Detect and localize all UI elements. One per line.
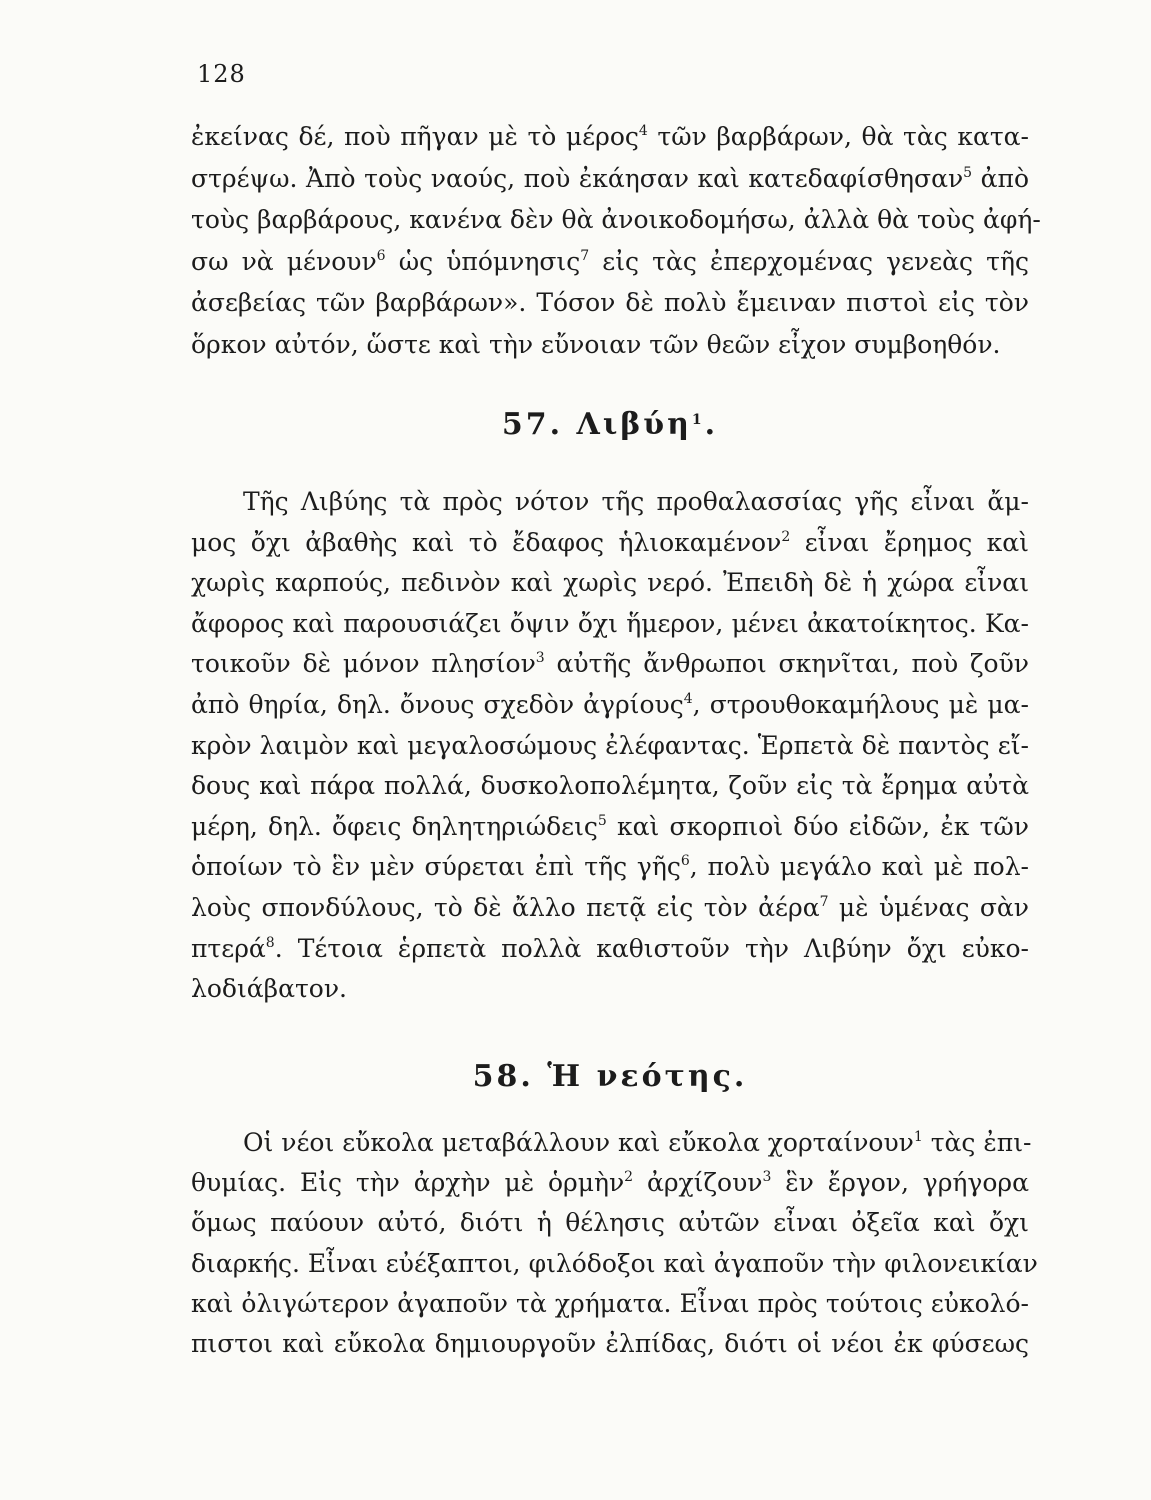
footnote-marker: 1 <box>691 412 705 428</box>
text-run: ἄφορος καὶ παρουσιάζει ὄψιν ὄχι ἥμερον, μένει ἀκατοίκητος. Κα- <box>191 608 1029 638</box>
footnote-marker: 4 <box>638 123 648 139</box>
text-run: καὶ ὀλιγώτερον ἀγαποῦν τὰ χρήματα. Εἶναι πρὸς τούτοις εὐκολό- <box>191 1288 1029 1318</box>
text-run: ἐκείνας δέ, ποὺ πῆγαν μὲ τὸ μέρος <box>191 122 639 151</box>
text-run: ἀπὸ <box>972 163 1030 193</box>
text-line <box>191 242 1029 282</box>
text-line <box>191 807 1029 847</box>
text-line <box>191 1244 1038 1284</box>
text-run: τοικοῦν δὲ μόνον πλησίον <box>191 649 536 679</box>
text-run: θυμίας. Εἰς τὴν ἀρχὴν μὲ ὁρμὴν <box>191 1168 625 1198</box>
text-run: 58. Ἡ νεότης. <box>472 1059 748 1094</box>
text-run: ἀπὸ θηρία, δηλ. ὄνους σχεδὸν ἀγρίους <box>191 690 684 719</box>
text-line <box>191 283 1029 323</box>
section-heading-57 <box>191 405 1029 445</box>
text-run: ἀρχίζουν <box>633 1168 763 1198</box>
text-run: καὶ σκορπιοὶ δύο εἰδῶν, ἐκ τῶν <box>606 811 1029 841</box>
footnote-marker: 5 <box>963 164 973 181</box>
text-line <box>191 888 1029 928</box>
text-line <box>191 159 1029 199</box>
footnote-marker: 2 <box>624 1169 634 1186</box>
text-run: . <box>704 407 719 442</box>
footnote-marker: 4 <box>683 691 693 707</box>
text-run: μος ὄχι ἀβαθὴς καὶ τὸ ἔδαφος ἡλιοκαμένον <box>191 527 782 557</box>
text-line <box>243 1123 1032 1163</box>
text-run: λοδιάβατον. <box>191 974 347 1004</box>
text-run: τῶν βαρβάρων, θὰ τὰς κατα- <box>647 122 1029 151</box>
text-run: στρέψω. Ἀπὸ τοὺς ναούς, ποὺ ἐκάησαν καὶ κατεδαφίσθησαν <box>191 163 964 193</box>
text-run: μὲ ὑμένας σὰν <box>828 893 1029 922</box>
text-line <box>191 929 1029 969</box>
text-line <box>191 766 1029 806</box>
text-run: Τῆς Λιβύης τὰ πρὸς νότον τῆς προθαλασσίας γῆς εἶναι ἄμ- <box>243 487 1029 516</box>
text-run: ὡς ὑπόμνησις <box>385 246 581 276</box>
text-run: ἓν ἔργον, γρήγορα <box>771 1168 1029 1198</box>
footnote-marker: 8 <box>265 934 275 951</box>
footnote-marker: 5 <box>597 812 607 829</box>
text-run: ἀσεβείας τῶν βαρβάρων». Τόσον δὲ πολὺ ἔμειναν πιστοὶ εἰς τὸν <box>191 288 1029 317</box>
text-run: διαρκής. Εἶναι εὐέξαπτοι, φιλόδοξοι καὶ ἀγαποῦν τὴν φιλονεικίαν <box>191 1248 1038 1278</box>
footnote-marker: 7 <box>580 247 590 264</box>
footnote-marker: 3 <box>535 650 545 667</box>
text-run: κρὸν λαιμὸν καὶ μεγαλοσώμους ἐλέφαντας. Ἑρπετὰ δὲ παντὸς εἴ- <box>191 730 1029 760</box>
text-run: τοὺς βαρβάρους, κανένα δὲν θὰ ἀνοικοδομήσω, ἀλλὰ θὰ τοὺς ἀφή- <box>191 205 1041 234</box>
text-run: σω νὰ μένουν <box>191 246 377 276</box>
text-run: , πολὺ μεγάλο καὶ μὲ πολ- <box>689 852 1029 882</box>
footnote-marker: 6 <box>680 853 690 870</box>
text-line <box>191 1284 1029 1324</box>
text-run: μέρη, δηλ. ὄφεις δηλητηριώδεις <box>191 811 598 841</box>
text-run: . Τέτοια ἑρπετὰ πολλὰ καθιστοῦν τὴν Λιβύην ὄχι εὐκο- <box>274 933 1029 963</box>
text-run: εἰς τὰς ἐπερχομένας γενεὰς τῆς <box>589 246 1029 276</box>
footnote-marker: 3 <box>762 1169 772 1186</box>
text-line <box>191 563 1029 603</box>
text-line <box>191 969 1029 1009</box>
text-line <box>191 1324 1029 1364</box>
text-line <box>191 726 1029 766</box>
footnote-marker: 2 <box>781 528 791 545</box>
text-line <box>191 847 1029 887</box>
text-line <box>191 200 1041 240</box>
text-run: Οἱ νέοι εὔκολα μεταβάλλουν καὶ εὔκολα χορταίνουν <box>243 1128 914 1157</box>
text-line <box>191 325 1029 365</box>
text-line <box>191 604 1029 644</box>
text-line <box>191 685 1029 725</box>
text-run: ὁποίων τὸ ἓν μὲν σύρεται ἐπὶ τῆς γῆς <box>191 852 681 882</box>
section-heading-58 <box>191 1057 1029 1097</box>
text-run: 57. Λιβύη <box>501 407 692 442</box>
text-run: δους καὶ πάρα πολλά, δυσκολοπολέμητα, ζοῦν εἰς τὰ ἔρημα αὐτὰ <box>191 771 1029 801</box>
text-run: πτερά <box>191 933 266 963</box>
footnote-marker: 1 <box>913 1129 923 1145</box>
text-line <box>191 1163 1029 1203</box>
text-run: τὰς ἐπι- <box>922 1128 1032 1157</box>
text-run: πιστοι καὶ εὔκολα δημιουργοῦν ἐλπίδας, διότι οἱ νέοι ἐκ φύσεως <box>191 1329 1029 1358</box>
text-run: αὐτῆς ἄνθρωποι σκηνῖται, ποὺ ζοῦν <box>544 649 1029 679</box>
text-line <box>243 482 1029 522</box>
text-line <box>191 117 1029 157</box>
text-run: , στρουθοκαμήλους μὲ μα- <box>692 690 1029 719</box>
text-run: λοὺς σπονδύλους, τὸ δὲ ἄλλο πετᾷ εἰς τὸν ἀέρα <box>191 893 820 922</box>
text-run: εἶναι ἔρημος καὶ <box>790 527 1029 557</box>
text-line <box>191 644 1029 684</box>
text-run: χωρὶς καρπούς, πεδινὸν καὶ χωρὶς νερό. Ἐπειδὴ δὲ ἡ χώρα εἶναι <box>191 568 1029 598</box>
page-number: 128 <box>197 60 246 88</box>
text-run: ὅμως παύουν αὐτό, διότι ἡ θέλησις αὐτῶν εἶναι ὀξεῖα καὶ ὄχι <box>191 1208 1029 1238</box>
text-line <box>191 523 1029 563</box>
text-line <box>191 1203 1029 1243</box>
footnote-marker: 6 <box>376 247 386 264</box>
footnote-marker: 7 <box>819 894 829 910</box>
text-run: ὅρκον αὐτόν, ὥστε καὶ τὴν εὔνοιαν τῶν θεῶν εἶχον συμβοηθόν. <box>191 329 1001 359</box>
